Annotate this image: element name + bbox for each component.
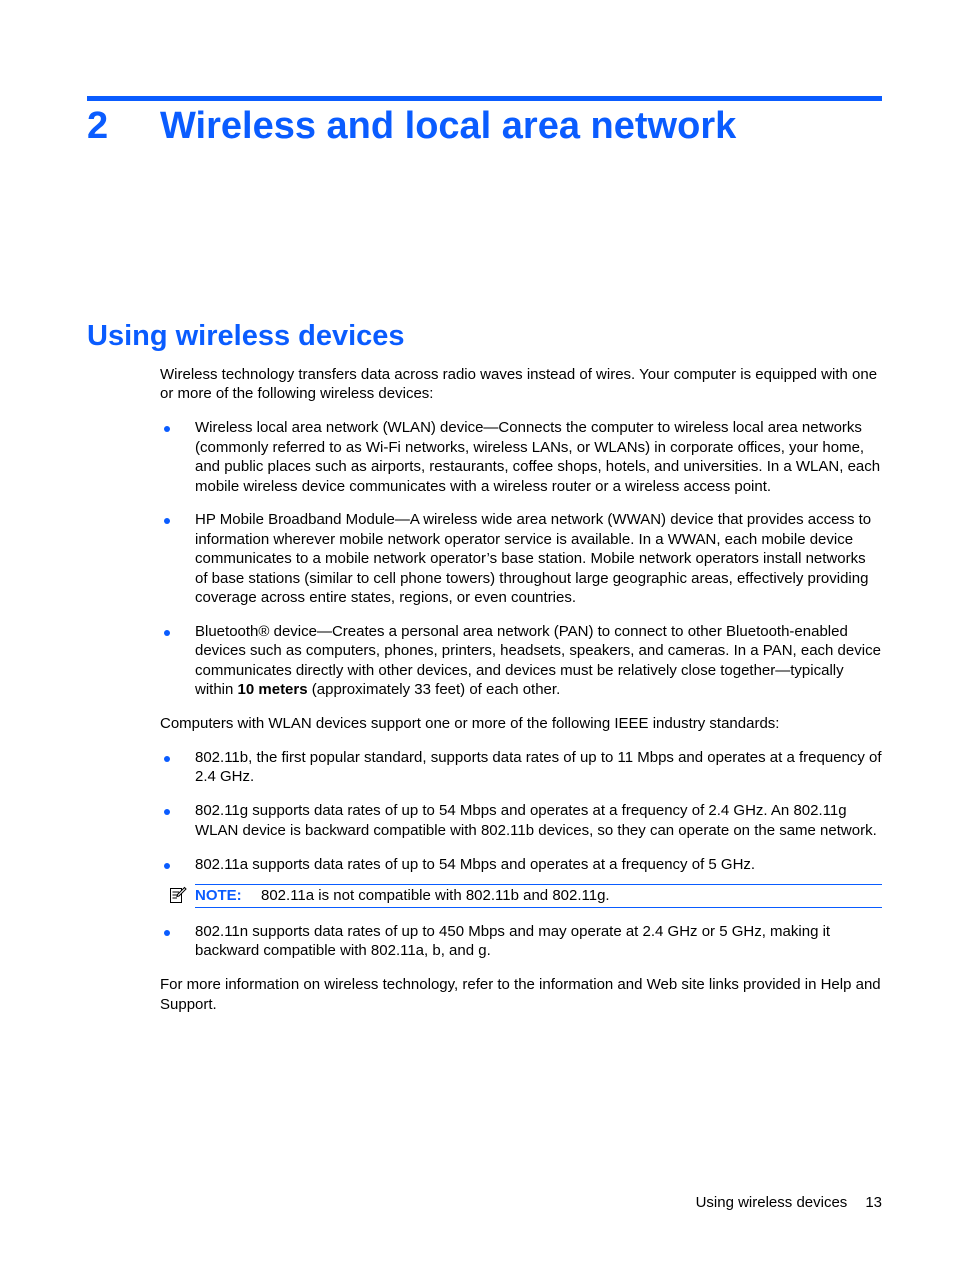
bullet-icon <box>164 426 170 432</box>
page-footer <box>600 1193 882 1212</box>
note-text: 802.11a is not compatible with 802.11b and 802.11g. <box>261 886 610 904</box>
list-item <box>160 855 882 874</box>
list-item <box>160 748 882 787</box>
standard-text: 802.11n supports data rates of up to 450 Mbps and may operate at 2.4 GHz or 5 GHz, making it backward compatible with 802.11a, b, and g. <box>195 923 831 960</box>
list-item <box>160 510 882 607</box>
list-item <box>160 922 882 961</box>
list-item <box>160 801 882 840</box>
standards-list <box>160 748 882 874</box>
standard-text: 802.11a supports data rates of up to 54 Mbps and operates at a frequency of 5 GHz. <box>195 855 756 873</box>
page-number: 13 <box>865 1194 882 1211</box>
chapter-heading <box>87 103 736 149</box>
bullet-icon <box>164 930 170 936</box>
bullet-icon <box>164 863 170 869</box>
note-box <box>195 884 882 908</box>
standard-text: 802.11g supports data rates of up to 54 Mbps and operates at a frequency of 2.4 GHz. An 802.11g WLAN device is backward compatible with 802.11b devices, so they can operate on the same network. <box>195 802 877 839</box>
main-content <box>160 365 882 1029</box>
chapter-rule <box>87 96 882 101</box>
bullet-icon <box>164 756 170 762</box>
chapter-number: 2 <box>87 105 109 147</box>
bullet-icon <box>164 518 170 524</box>
list-item <box>160 418 882 496</box>
list-item <box>160 622 882 700</box>
note-label: NOTE: <box>195 886 242 904</box>
standards-intro: Computers with WLAN devices support one or more of the following IEEE industry standards: <box>160 715 780 733</box>
bullet-icon <box>164 809 170 815</box>
bold-distance: 10 meters <box>237 681 308 699</box>
note-icon <box>169 886 187 904</box>
footer-section: Using wireless devices <box>695 1194 848 1211</box>
closing-paragraph: For more information on wireless technology, refer to the information and Web site links provided in Help and Support. <box>160 976 881 1013</box>
standards-list-continued <box>160 922 882 961</box>
device-text-wlan: Wireless local area network (WLAN) device—Connects the computer to wireless local area networks (commonly referred to as Wi-Fi networks, wireless LANs, or WLANs) in corporate offices, your home, and public places such as airports, restaurants, coffee shops, hotels, and universities. In a WLAN, each mobile wireless device communicates with a wireless router or a wireless access point. <box>195 419 881 495</box>
device-text-wwan: HP Mobile Broadband Module—A wireless wide area network (WWAN) device that provides access to information wherever mobile network operator service is available. In a WWAN, each mobile device communicates to a mobile network operator’s base station. Mobile network operators install networks of base stations (similar to cell phone towers) throughout large geographic areas, effectively providing coverage across entire states, regions, or even countries. <box>195 511 872 607</box>
chapter-title: Wireless and local area network <box>160 105 737 147</box>
device-text-bluetooth-end: (approximately 33 feet) of each other. <box>307 681 561 699</box>
intro-paragraph: Wireless technology transfers data across radio waves instead of wires. Your computer is equipped with one or more of the following wireless devices: <box>160 366 878 403</box>
device-list <box>160 418 882 699</box>
section-title: Using wireless devices <box>87 320 405 352</box>
device-text-bluetooth: Bluetooth® device—Creates a personal area network (PAN) to connect to other Bluetooth-enabled devices such as computers, phones, printers, headsets, speakers, and cameras. In a PAN, each device communicates directly with other devices, and devices must be relatively close together—typically within <box>195 622 881 699</box>
standard-text: 802.11b, the first popular standard, supports data rates of up to 11 Mbps and operates at a frequency of 2.4 GHz. <box>195 749 882 786</box>
bullet-icon <box>164 630 170 636</box>
